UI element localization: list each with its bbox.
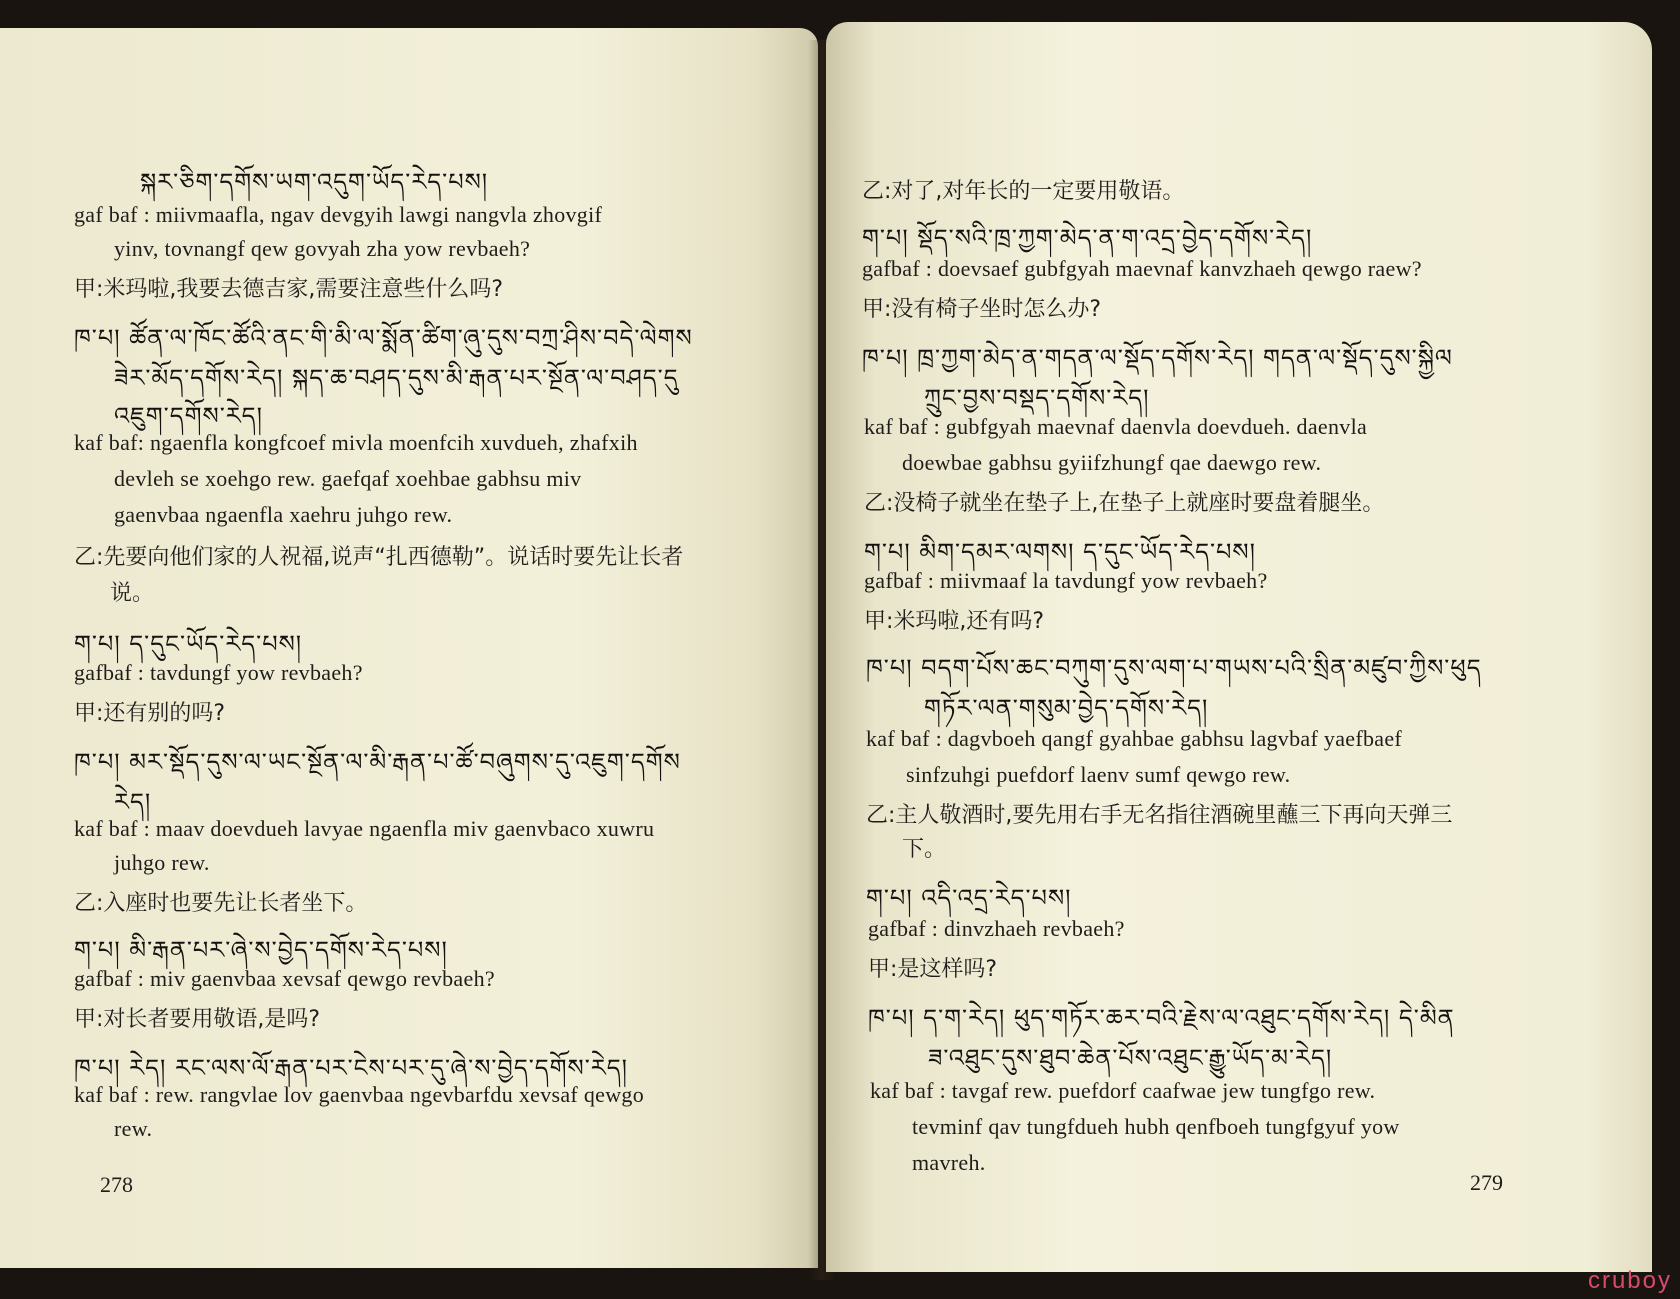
right-line-10: ག་པ། མིག་དམར་ལགས། ད་དུང་ཡོད་རེད་པས། bbox=[864, 538, 1256, 566]
right-line-14: གཏོར་ལན་གསུམ་བྱེད་དགོས་རེད། bbox=[924, 694, 1209, 722]
right-line-12: 甲:米玛啦,还有吗? bbox=[864, 609, 1045, 634]
left-line-16: ཁ་པ། མར་སྡོད་དུས་ལ་ཡང་སྔོན་ལ་མི་རྒན་པ་ཚོ་བཞུགས་དུ་འཇུག་དགོས bbox=[74, 748, 681, 776]
left-line-8: kaf baf: ngaenfla kongfcoef mivla moenfcih xuvdueh, zhafxih bbox=[74, 430, 638, 455]
right-line-15: kaf baf : dagvboeh qangf gyahbae gabhsu lagvbaf yaefbaef bbox=[866, 726, 1403, 751]
left-line-25: kaf baf : rew. rangvlae lov gaenvbaa ngevbarfdu xevsaf qewgo bbox=[74, 1082, 644, 1107]
right-line-6: ཀྲུང་བྱས་བསྡད་དགོས་རེད། bbox=[924, 384, 1150, 412]
left-line-21: ག་པ། མི་རྒན་པར་ཞེ་ས་བྱེད་དགོས་རེད་པས། bbox=[74, 936, 448, 964]
left-line-12: 说。 bbox=[110, 581, 155, 606]
right-line-5: ཁ་པ། ཁྲ་ཀྱག་མེད་ན་གདན་ལ་སྡོད་དགོས་རེད། གདན་ལ་སྡོད་དུས་སྐྱིལ bbox=[862, 344, 1453, 372]
right-line-4: 甲:没有椅子坐时怎么办? bbox=[862, 297, 1102, 322]
left-line-26: rew. bbox=[114, 1116, 153, 1141]
right-line-22: ཁ་པ། ད་ག་རེད། ཕུད་གཏོར་ཆར་བའི་རྗེས་ལ་འཐུང་དགོས་རེད། དེ་མིན bbox=[868, 1004, 1455, 1032]
right-line-24: kaf baf : tavgaf rew. puefdorf caafwae jew tungfgo rew. bbox=[870, 1078, 1376, 1103]
right-line-16: sinfzuhgi puefdorf laenv sumf qewgo rew. bbox=[906, 762, 1291, 787]
right-page bbox=[826, 22, 1652, 1272]
left-line-1: སྐར་ཅིག་དགོས་ཡག་འདུག་ཡོད་རེད་པས། bbox=[140, 168, 489, 196]
left-line-14: gafbaf : tavdungf yow revbaeh? bbox=[74, 660, 363, 685]
watermark-text: cruboy bbox=[1587, 1267, 1672, 1294]
right-page-number: 279 bbox=[1470, 1170, 1503, 1195]
left-line-7: འཇུག་དགོས་རེད། bbox=[114, 402, 263, 430]
right-line-8: doewbae gabhsu gyiifzhungf qae daewgo rew. bbox=[902, 450, 1322, 475]
right-line-7: kaf baf : gubfgyah maevnaf daenvla doevdueh. daenvla bbox=[864, 414, 1368, 439]
right-line-11: gafbaf : miivmaaf la tavdungf yow revbaeh? bbox=[864, 568, 1268, 593]
right-line-23: ཟ་འཐུང་དུས་ཐུབ་ཆེན་པོས་འཐུང་རྒྱུ་ཡོད་མ་རེད། bbox=[928, 1044, 1333, 1072]
right-line-3: gafbaf : doevsaef gubfgyah maevnaf kanvzhaeh qewgo raew? bbox=[862, 256, 1422, 281]
left-line-5: ཁ་པ། ཚོན་ལ་ཁོང་ཚོའི་ནང་གི་མི་ལ་སྨོན་ཚིག་ཞུ་དུས་བཀྲ་ཤིས་བདེ་ལེགས bbox=[74, 324, 693, 352]
left-line-3: yinv, tovnangf qew govyah zha yow revbaeh? bbox=[114, 236, 531, 261]
right-line-21: 甲:是这样吗? bbox=[868, 957, 998, 982]
right-line-25: tevminf qav tungfdueh hubh qenfboeh tungfgyuf yow bbox=[912, 1114, 1400, 1139]
left-line-9: devleh se xoehgo rew. gaefqaf xoehbae gabhsu miv bbox=[114, 466, 582, 491]
right-line-18: 下。 bbox=[902, 837, 947, 862]
left-line-20: 乙:入座时也要先让长者坐下。 bbox=[74, 891, 368, 916]
left-page-number: 278 bbox=[100, 1172, 133, 1197]
left-line-10: gaenvbaa ngaenfla xaehru juhgo rew. bbox=[114, 502, 453, 527]
left-line-19: juhgo rew. bbox=[114, 850, 210, 875]
right-line-19: ག་པ། འདི་འདྲ་རེད་པས། bbox=[866, 884, 1072, 912]
left-line-17: རེད། bbox=[114, 788, 152, 816]
right-line-1: 乙:对了,对年长的一定要用敬语。 bbox=[862, 179, 1185, 204]
left-line-22: gafbaf : miv gaenvbaa xevsaf qewgo revbaeh? bbox=[74, 966, 495, 991]
left-line-15: 甲:还有别的吗? bbox=[74, 701, 226, 726]
right-line-13: ཁ་པ། བདག་པོས་ཆང་བཀུག་དུས་ལག་པ་གཡས་པའི་སྲིན་མཛུབ་ཀྱིས་ཕུད bbox=[866, 654, 1482, 682]
left-line-13: ག་པ། ད་དུང་ཡོད་རེད་པས། bbox=[74, 630, 303, 658]
right-line-17: 乙:主人敬酒时,要先用右手无名指往酒碗里蘸三下再向天弹三 bbox=[866, 803, 1453, 828]
right-line-2: ག་པ། སྡོད་སའི་ཁྲ་ཀྱག་མེད་ན་ག་འདྲ་བྱེད་དགོས་རེད། bbox=[862, 224, 1313, 252]
left-line-2: gaf baf : miivmaafla, ngav devgyih lawgi nangvla zhovgif bbox=[74, 202, 603, 227]
left-line-4: 甲:米玛啦,我要去德吉家,需要注意些什么吗? bbox=[74, 277, 504, 302]
left-line-18: kaf baf : maav doevdueh lavyae ngaenfla miv gaenvbaco xuwru bbox=[74, 816, 655, 841]
right-line-9: 乙:没椅子就坐在垫子上,在垫子上就座时要盘着腿坐。 bbox=[864, 491, 1385, 516]
left-page bbox=[0, 28, 818, 1268]
right-line-26: mavreh. bbox=[912, 1150, 986, 1175]
left-line-11: 乙:先要向他们家的人祝福,说声“扎西德勒”。说话时要先让长者 bbox=[74, 545, 684, 570]
left-line-24: ཁ་པ། རེད། རང་ལས་ལོ་རྒན་པར་ངེས་པར་དུ་ཞེ་ས་བྱེད་དགོས་རེད། bbox=[74, 1054, 628, 1082]
left-line-23: 甲:对长者要用敬语,是吗? bbox=[74, 1007, 321, 1032]
left-line-6: ཟེར་མོད་དགོས་རེད། སྐད་ཆ་བཤད་དུས་མི་རྒན་པར་སྔོན་ལ་བཤད་དུ bbox=[114, 364, 679, 392]
right-line-20: gafbaf : dinvzhaeh revbaeh? bbox=[868, 916, 1125, 941]
